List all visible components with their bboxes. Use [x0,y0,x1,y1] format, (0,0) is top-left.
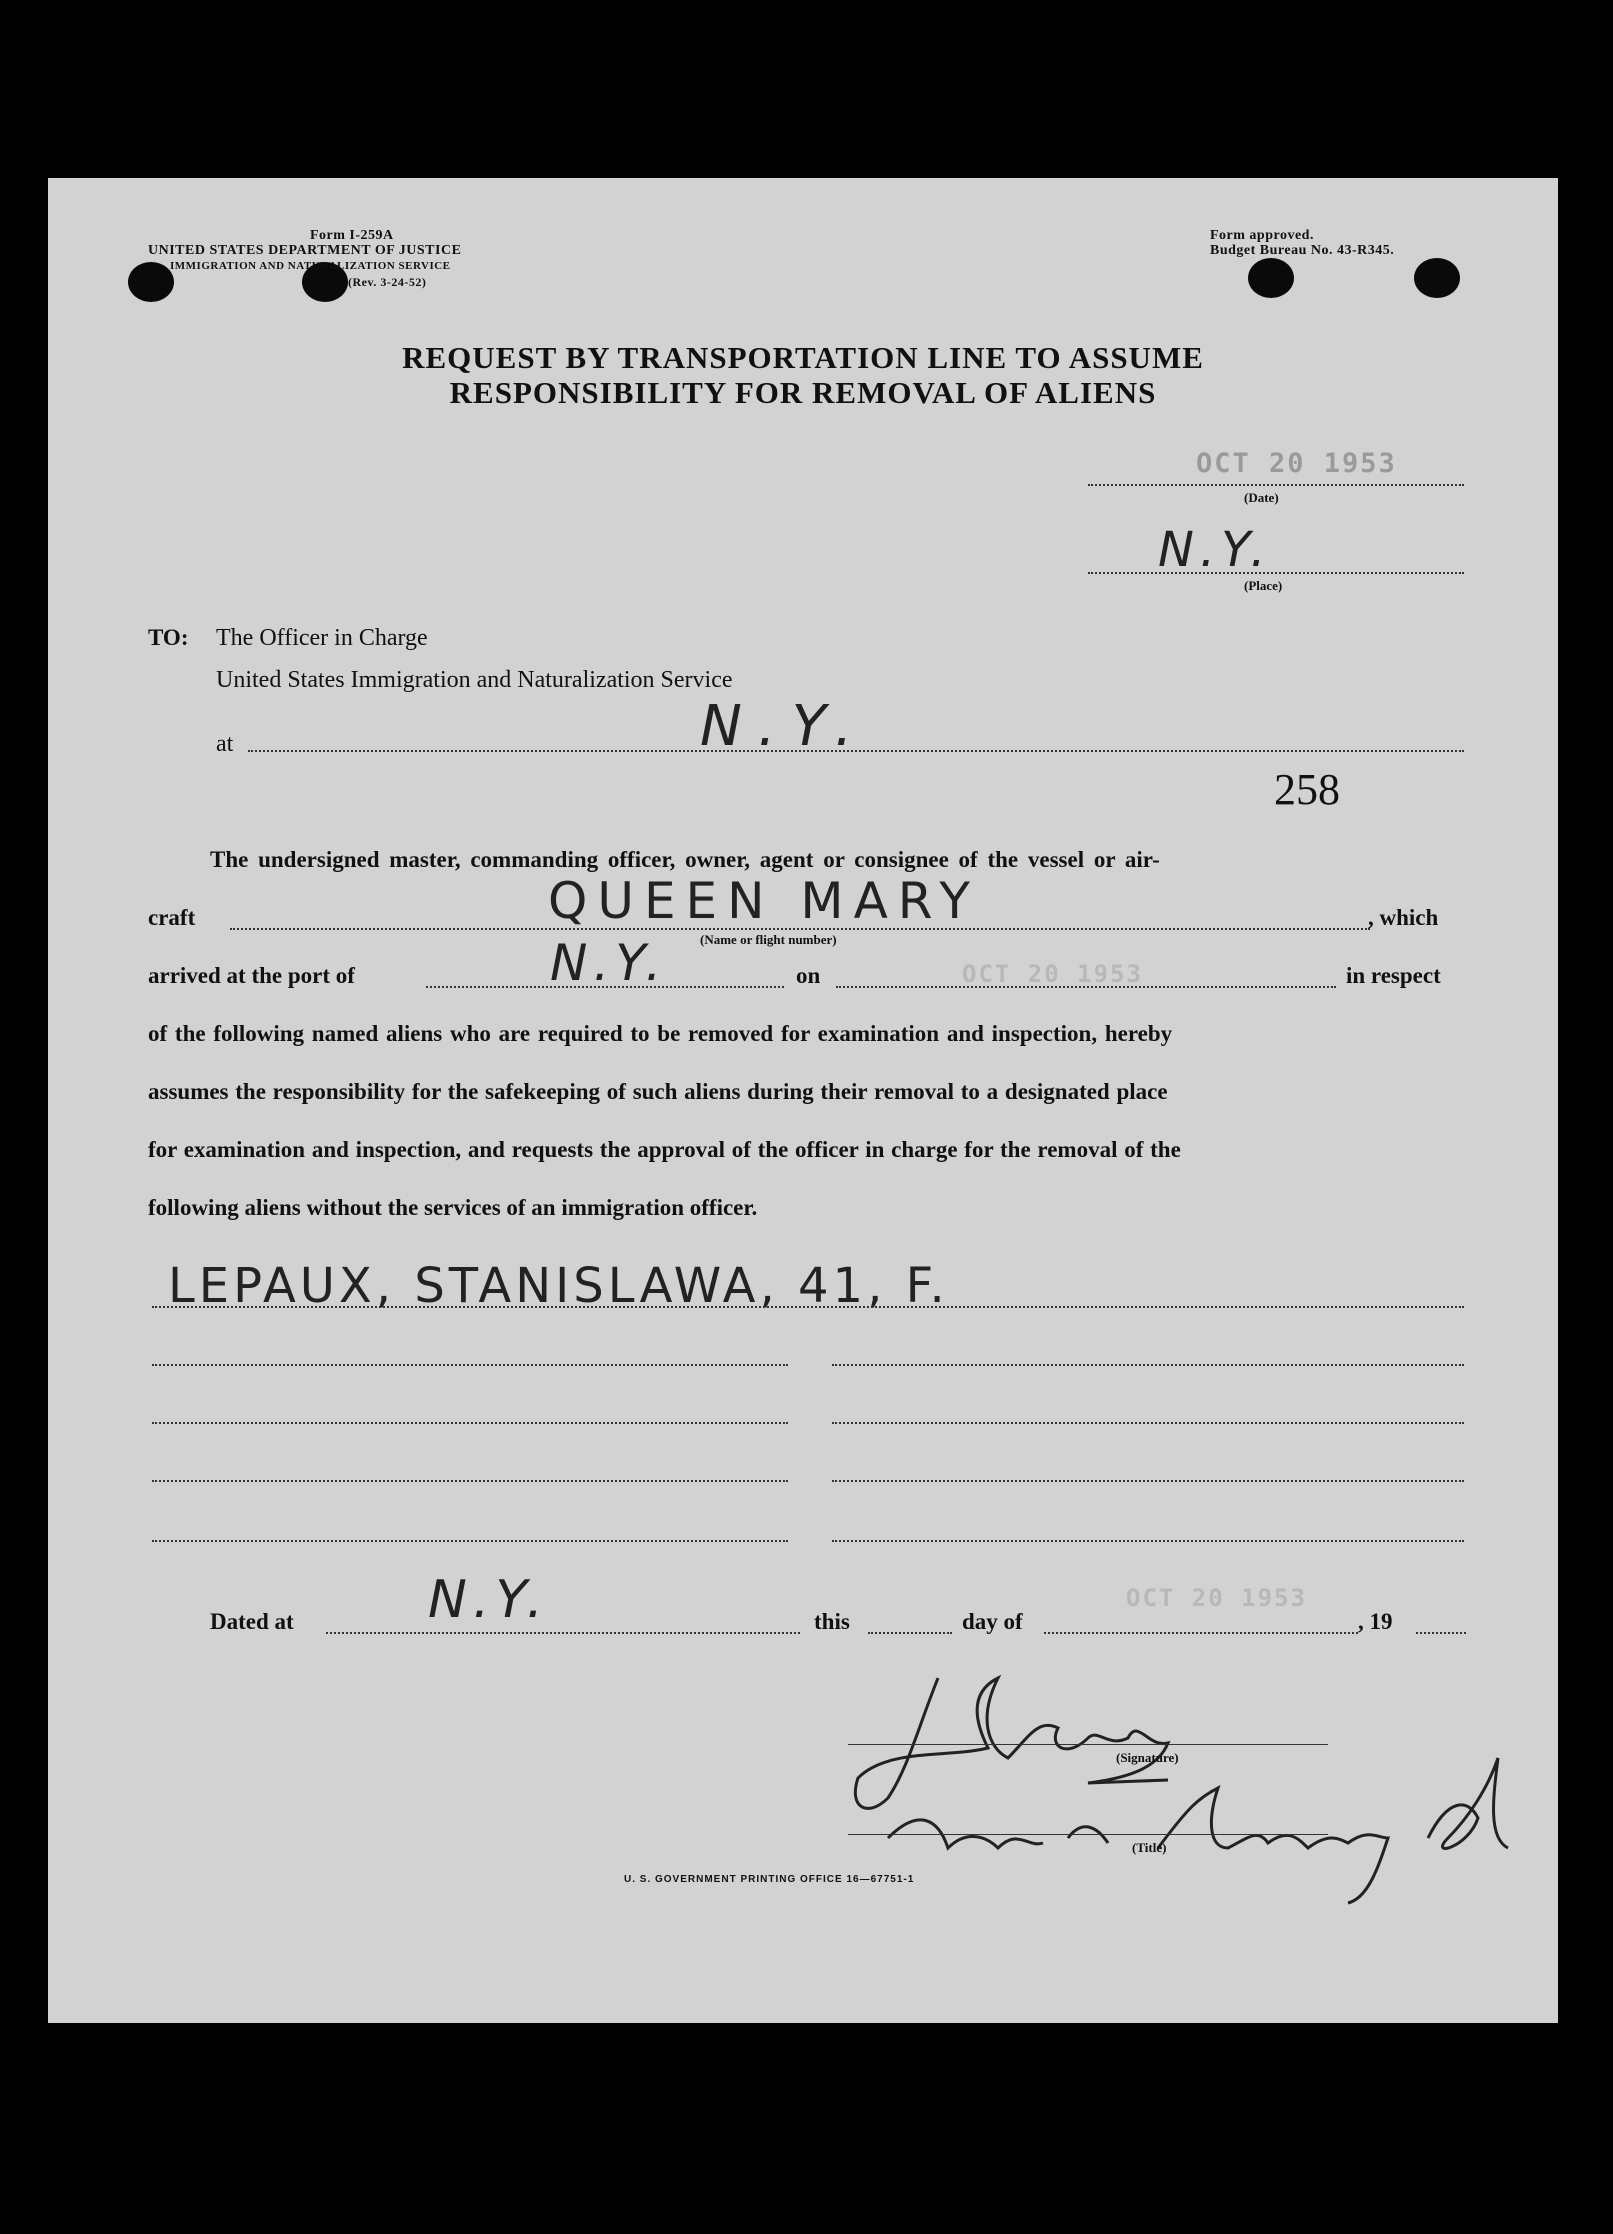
this-label: this [814,1609,850,1634]
form-revision: (Rev. 3-24-52) [348,275,427,289]
at-value: N.Y. [700,694,869,759]
craft-label: craft [148,905,196,930]
body-line-1: The undersigned master, commanding officer, owner, agent or consignee of the vessel or air- [210,847,1160,872]
budget-number: Budget Bureau No. 43-R345. [1210,243,1395,258]
on-label: on [796,963,821,988]
addressee-line-1: The Officer in Charge [216,625,428,651]
service-name: IMMIGRATION AND NATURALIZATION SERVICE [170,260,451,272]
department-name: UNITED STATES DEPARTMENT OF JUSTICE [148,243,462,258]
printing-office-footer: U. S. GOVERNMENT PRINTING OFFICE 16—67751-1 [624,1874,915,1885]
date-stamp: OCT 20 1953 [1196,448,1397,479]
form-title-line-2: RESPONSIBILITY FOR REMOVAL OF ALIENS [449,375,1157,410]
arrival-date-stamp: OCT 20 1953 [962,960,1143,988]
year-prefix: , 19 [1358,1609,1393,1634]
alien-line [832,1480,1464,1482]
title-line [848,1834,1328,1835]
record-number: 258 [1274,765,1340,814]
addressee-line-2: United States Immigration and Naturalization Service [216,667,733,693]
body-line-4: of the following named aliens who are required to be removed for examination and inspection, hereby [148,1021,1173,1046]
punch-hole-icon [1248,258,1294,298]
arrived-label: arrived at the port of [148,963,355,988]
alien-line [832,1422,1464,1424]
alien-line [832,1540,1464,1542]
place-caption: (Place) [1244,578,1283,593]
date-line [1088,484,1464,486]
punch-hole-icon [128,262,174,302]
title-caption: (Title) [1132,1840,1167,1855]
alien-line [152,1364,788,1366]
alien-line [152,1480,788,1482]
which-label: , which [1368,905,1439,930]
form-title-line-1: REQUEST BY TRANSPORTATION LINE TO ASSUME [402,340,1204,375]
alien-line [152,1422,788,1424]
place-value: N.Y. [1158,522,1272,578]
body-line-7: following aliens without the services of an immigration officer. [148,1195,758,1220]
signature-caption: (Signature) [1116,1750,1179,1765]
this-line [868,1632,952,1634]
form-page [48,178,1558,2023]
at-label: at [216,731,234,757]
day-of-label: day of [962,1609,1023,1634]
dated-at-line [326,1632,800,1634]
dated-at-value: N.Y. [428,1570,550,1630]
port-value: N.Y. [550,934,668,992]
to-label: TO: [148,625,189,650]
date-caption: (Date) [1244,490,1279,505]
dated-stamp: OCT 20 1953 [1126,1584,1307,1612]
craft-value: QUEEN MARY [548,872,980,930]
form-number: Form I-259A [310,228,394,243]
year-line [1416,1632,1466,1634]
day-of-line [1044,1632,1358,1634]
craft-caption: (Name or flight number) [700,932,837,947]
signature-line [848,1744,1328,1745]
alien-entry: LEPAUX, STANISLAWA, 41, F. [168,1258,949,1314]
dated-at-label: Dated at [210,1609,294,1634]
alien-line [832,1364,1464,1366]
punch-hole-icon [1414,258,1460,298]
approval-note: Form approved. [1210,228,1314,243]
body-line-6: for examination and inspection, and requests the approval of the officer in charge for the removal of the [148,1137,1181,1162]
in-respect-label: in respect [1346,963,1441,988]
alien-line [152,1306,1464,1308]
alien-line [152,1540,788,1542]
body-line-5: assumes the responsibility for the safekeeping of such aliens during their removal to a designated place [148,1079,1168,1104]
place-line [1088,572,1464,574]
